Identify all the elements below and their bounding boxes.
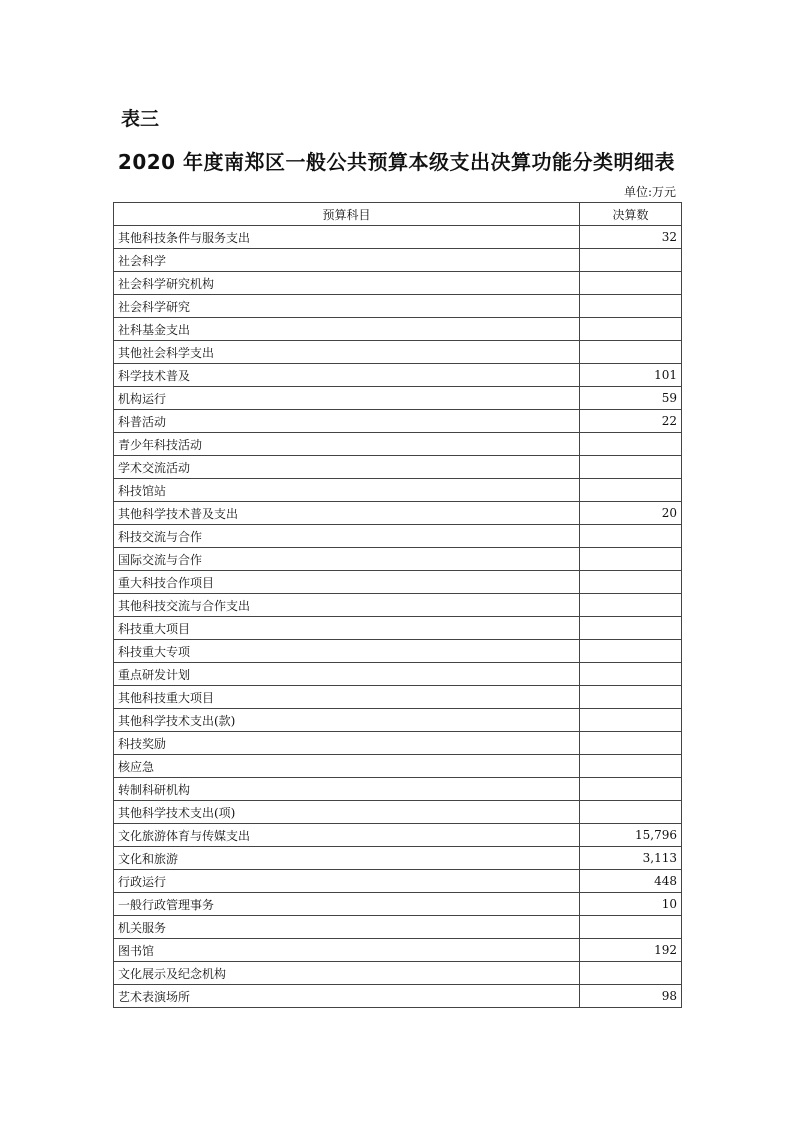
row-amount: 59 (580, 387, 682, 410)
table-row (114, 341, 682, 364)
row-subject: 一般行政管理事务 (114, 893, 580, 916)
table-row (114, 824, 682, 847)
row-subject: 其他科技重大项目 (114, 686, 580, 709)
table-row (114, 962, 682, 985)
table-row (114, 548, 682, 571)
row-amount (580, 663, 682, 686)
table-row (114, 410, 682, 433)
row-subject: 图书馆 (114, 939, 580, 962)
row-amount: 3,113 (580, 847, 682, 870)
row-subject: 国际交流与合作 (114, 548, 580, 571)
row-subject: 核应急 (114, 755, 580, 778)
table-row (114, 525, 682, 548)
table-row (114, 433, 682, 456)
row-amount: 10 (580, 893, 682, 916)
table-row (114, 640, 682, 663)
row-amount (580, 732, 682, 755)
table-row (114, 916, 682, 939)
row-subject: 行政运行 (114, 870, 580, 893)
row-subject: 重点研发计划 (114, 663, 580, 686)
row-amount (580, 525, 682, 548)
row-amount: 32 (580, 226, 682, 249)
row-amount (580, 548, 682, 571)
row-amount (580, 249, 682, 272)
table-row (114, 732, 682, 755)
table-row (114, 755, 682, 778)
row-subject: 重大科技合作项目 (114, 571, 580, 594)
table-row (114, 801, 682, 824)
table-row (114, 295, 682, 318)
table-row (114, 686, 682, 709)
header-amount: 决算数 (580, 203, 682, 226)
row-subject: 文化和旅游 (114, 847, 580, 870)
row-subject: 机构运行 (114, 387, 580, 410)
row-amount (580, 272, 682, 295)
table-row (114, 985, 682, 1008)
row-subject: 科学技术普及 (114, 364, 580, 387)
row-amount (580, 433, 682, 456)
row-subject: 其他科技交流与合作支出 (114, 594, 580, 617)
table-row (114, 594, 682, 617)
row-subject: 其他科技条件与服务支出 (114, 226, 580, 249)
row-subject: 文化旅游体育与传媒支出 (114, 824, 580, 847)
table-row (114, 617, 682, 640)
table-row (114, 318, 682, 341)
table-header-row (114, 203, 682, 226)
row-subject: 文化展示及纪念机构 (114, 962, 580, 985)
table-row (114, 847, 682, 870)
row-amount (580, 755, 682, 778)
row-amount: 15,796 (580, 824, 682, 847)
row-subject: 科技重大项目 (114, 617, 580, 640)
row-subject: 其他科学技术支出(款) (114, 709, 580, 732)
row-amount (580, 640, 682, 663)
row-subject: 其他社会科学支出 (114, 341, 580, 364)
table-row (114, 479, 682, 502)
row-subject: 科技重大专项 (114, 640, 580, 663)
table-row (114, 272, 682, 295)
row-subject: 科普活动 (114, 410, 580, 433)
row-amount (580, 778, 682, 801)
row-subject: 科技交流与合作 (114, 525, 580, 548)
table-row (114, 709, 682, 732)
row-subject: 青少年科技活动 (114, 433, 580, 456)
row-amount: 20 (580, 502, 682, 525)
table-row (114, 939, 682, 962)
row-subject: 社会科学研究机构 (114, 272, 580, 295)
row-amount (580, 686, 682, 709)
table-row (114, 893, 682, 916)
row-amount (580, 617, 682, 640)
row-subject: 社会科学研究 (114, 295, 580, 318)
row-subject: 其他科学技术支出(项) (114, 801, 580, 824)
row-amount (580, 341, 682, 364)
table-number-label: 表三 (121, 108, 160, 130)
row-amount (580, 295, 682, 318)
row-subject: 科技馆站 (114, 479, 580, 502)
table-row (114, 502, 682, 525)
row-amount (580, 801, 682, 824)
table-row (114, 571, 682, 594)
row-amount (580, 571, 682, 594)
row-amount (580, 962, 682, 985)
row-subject: 转制科研机构 (114, 778, 580, 801)
row-subject: 其他科学技术普及支出 (114, 502, 580, 525)
row-amount (580, 916, 682, 939)
table-row (114, 456, 682, 479)
row-subject: 艺术表演场所 (114, 985, 580, 1008)
row-subject: 社会科学 (114, 249, 580, 272)
row-subject: 科技奖励 (114, 732, 580, 755)
unit-note: 单位:万元 (623, 185, 676, 199)
row-amount: 101 (580, 364, 682, 387)
document-title: 2020 年度南郑区一般公共预算本级支出决算功能分类明细表 (117, 150, 676, 174)
row-amount (580, 709, 682, 732)
table-row (114, 778, 682, 801)
row-amount (580, 594, 682, 617)
row-subject: 学术交流活动 (114, 456, 580, 479)
row-amount (580, 318, 682, 341)
row-amount (580, 456, 682, 479)
row-subject: 社科基金支出 (114, 318, 580, 341)
row-amount: 98 (580, 985, 682, 1008)
budget-table (113, 202, 682, 1008)
row-amount: 22 (580, 410, 682, 433)
table-row (114, 663, 682, 686)
row-amount (580, 479, 682, 502)
table-body (114, 226, 682, 1008)
table-row (114, 364, 682, 387)
table-row (114, 249, 682, 272)
header-subject: 预算科目 (114, 203, 580, 226)
row-amount: 448 (580, 870, 682, 893)
row-amount: 192 (580, 939, 682, 962)
table-row (114, 226, 682, 249)
row-subject: 机关服务 (114, 916, 580, 939)
table-row (114, 870, 682, 893)
table-row (114, 387, 682, 410)
